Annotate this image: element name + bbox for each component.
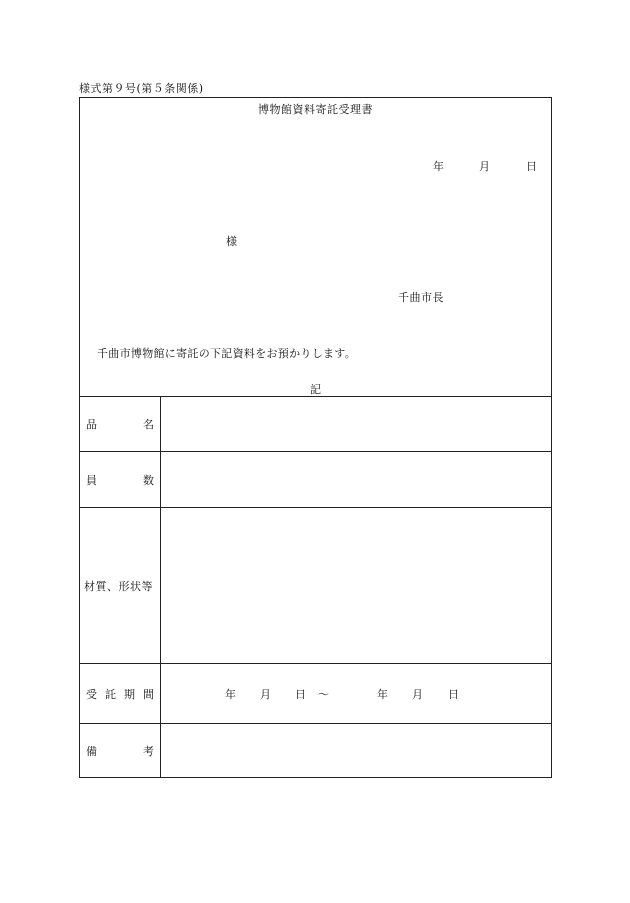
period-to-year: 年 bbox=[377, 688, 388, 701]
form-number: 様式第９号(第５条関係) bbox=[79, 82, 204, 95]
statement-text: 千曲市博物館に寄託の下記資料をお預かりします。 bbox=[97, 347, 357, 360]
period-from-year: 年 bbox=[225, 688, 236, 701]
item-name-label: 品 名 bbox=[86, 418, 154, 431]
date-month-label: 月 bbox=[479, 160, 490, 173]
remarks-label: 備 考 bbox=[86, 745, 154, 758]
item-name-field[interactable] bbox=[161, 397, 551, 451]
count-label: 員 数 bbox=[86, 473, 154, 487]
material-label: 材質、形状等 bbox=[84, 579, 153, 593]
period-to-month: 月 bbox=[412, 688, 423, 701]
count-field[interactable] bbox=[161, 452, 551, 507]
period-from-month: 月 bbox=[260, 688, 271, 701]
document-title: 博物館資料寄託受理書 bbox=[258, 103, 373, 116]
period-tilde: ～ bbox=[318, 688, 329, 701]
addressee-suffix: 様 bbox=[226, 235, 237, 248]
issuer-name: 千曲市長 bbox=[398, 291, 444, 304]
period-label: 受 託 期 間 bbox=[86, 687, 154, 701]
material-field[interactable] bbox=[161, 508, 551, 663]
period-field[interactable] bbox=[161, 664, 551, 723]
ki-heading: 記 bbox=[310, 383, 321, 396]
date-day-label: 日 bbox=[526, 160, 537, 173]
receipt-form bbox=[79, 97, 552, 778]
remarks-field[interactable] bbox=[161, 724, 551, 778]
date-year-label: 年 bbox=[433, 160, 444, 173]
period-to-day: 日 bbox=[448, 688, 459, 701]
period-from-day: 日 bbox=[295, 688, 306, 701]
